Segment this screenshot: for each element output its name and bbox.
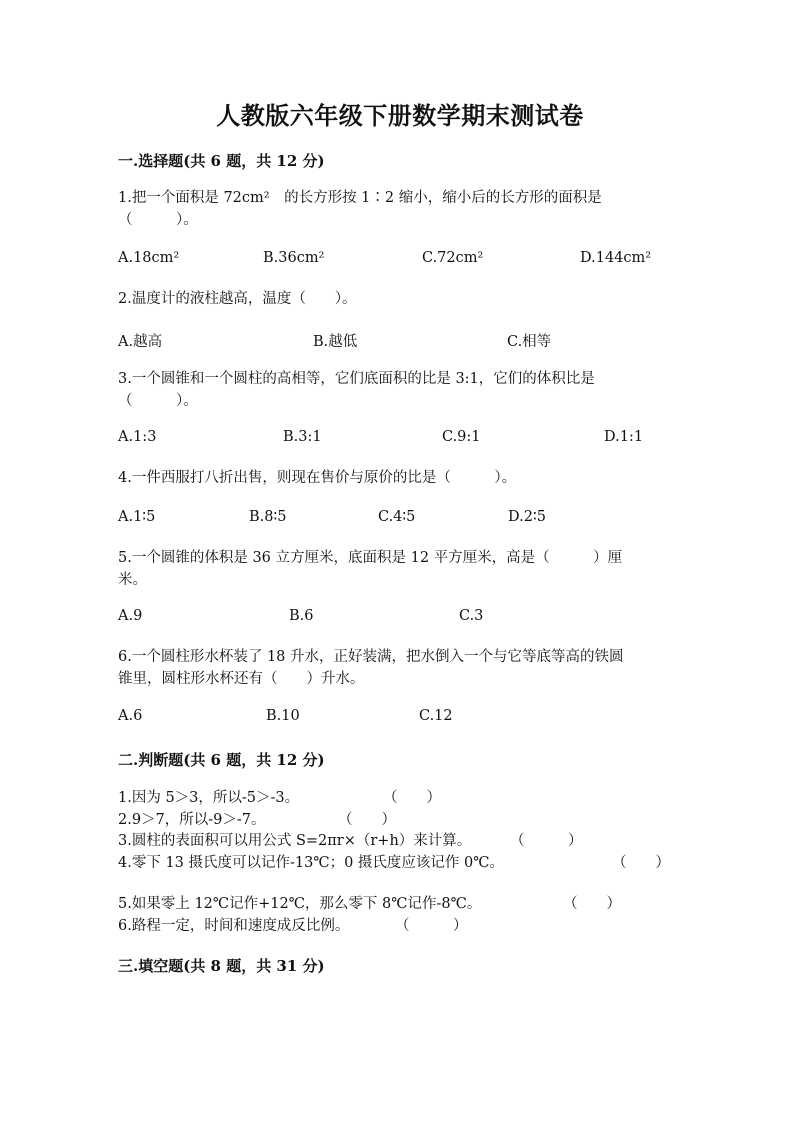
question-4-option-b: B.8∶5 bbox=[249, 509, 287, 525]
question-3-option-b: B.3:1 bbox=[283, 429, 322, 445]
judgement-1-text: 1.因为 5＞3，所以-5＞-3。 bbox=[118, 790, 300, 806]
judgement-4-text: 4.零下 13 摄氏度可以记作-13℃；0 摄氏度应该记作 0℃。 bbox=[118, 855, 504, 871]
question-2 bbox=[118, 288, 678, 310]
judgement-5-text: 5.如果零上 12℃记作+12℃，那么零下 8℃记作-8℃。 bbox=[118, 896, 482, 912]
question-3-option-c: C.9:1 bbox=[442, 429, 481, 445]
question-3-option-d: D.1:1 bbox=[604, 429, 644, 445]
judgement-3-answer-blank: （ ） bbox=[510, 833, 583, 849]
question-5-option-c: C.3 bbox=[459, 608, 484, 624]
question-5-line-2: 米。 bbox=[118, 572, 147, 588]
question-1-option-a: A.18cm² bbox=[118, 250, 180, 266]
question-4-option-d: D.2∶5 bbox=[508, 509, 546, 525]
judgement-4-answer-blank: （ ） bbox=[612, 855, 670, 871]
question-3-line-1: 3.一个圆锥和一个圆柱的高相等，它们底面积的比是 3:1，它们的体积比是 bbox=[118, 371, 595, 387]
question-4-option-a: A.1∶5 bbox=[118, 509, 156, 525]
judgement-3-text: 3.圆柱的表面积可以用公式 S=2πr×（r+h）来计算。 bbox=[118, 833, 472, 849]
judgement-2-text: 2.9＞7，所以-9＞-7。 bbox=[118, 812, 266, 828]
question-1-line-1: 1.把一个面积是 72cm² 的长方形按 1∶2 缩小，缩小后的长方形的面积是 bbox=[118, 190, 602, 206]
question-4 bbox=[118, 467, 678, 489]
question-3-line-2: （ ）。 bbox=[118, 393, 198, 409]
question-4-line-1: 4.一件西服打八折出售，则现在售价与原价的比是（ ）。 bbox=[118, 470, 517, 486]
section-heading-judgement: 二.判断题(共 6 题，共 12 分) bbox=[118, 751, 325, 769]
question-6-line-1: 6.一个圆柱形水杯装了 18 升水，正好装满，把水倒入一个与它等底等高的铁圆 bbox=[118, 649, 624, 665]
question-4-option-c: C.4∶5 bbox=[378, 509, 416, 525]
question-2-option-c: C.相等 bbox=[507, 334, 552, 350]
question-1-option-c: C.72cm² bbox=[422, 250, 484, 266]
question-6-option-c: C.12 bbox=[419, 708, 453, 724]
question-1-line-2: （ ）。 bbox=[118, 212, 198, 228]
section-heading-choice: 一.选择题(共 6 题，共 12 分) bbox=[118, 152, 325, 170]
question-1 bbox=[118, 187, 678, 231]
judgement-6-text: 6.路程一定，时间和速度成反比例。 bbox=[118, 918, 350, 934]
question-5-option-b: B.6 bbox=[289, 608, 314, 624]
question-3-option-a: A.1:3 bbox=[118, 429, 157, 445]
judgement-5-answer-blank: （ ） bbox=[563, 896, 621, 912]
question-6 bbox=[118, 646, 678, 690]
question-2-option-a: A.越高 bbox=[118, 334, 163, 350]
judgement-6-answer-blank: （ ） bbox=[395, 918, 468, 934]
question-3 bbox=[118, 368, 678, 412]
question-1-option-d: D.144cm² bbox=[580, 250, 652, 266]
section-heading-fill-blank: 三.填空题(共 8 题，共 31 分) bbox=[118, 957, 325, 975]
question-6-option-b: B.10 bbox=[266, 708, 300, 724]
question-6-line-2: 锥里，圆柱形水杯还有（ ）升水。 bbox=[118, 671, 365, 687]
question-6-option-a: A.6 bbox=[118, 708, 143, 724]
question-5 bbox=[118, 547, 678, 591]
judgement-2-answer-blank: （ ） bbox=[338, 812, 396, 828]
judgement-1-answer-blank: （ ） bbox=[383, 790, 441, 806]
page-title: 人教版六年级下册数学期末测试卷 bbox=[216, 101, 584, 130]
question-5-line-1: 5.一个圆锥的体积是 36 立方厘米，底面积是 12 平方厘米，高是（ ）厘 bbox=[118, 550, 623, 566]
question-2-option-b: B.越低 bbox=[313, 334, 358, 350]
question-5-option-a: A.9 bbox=[118, 608, 143, 624]
question-1-option-b: B.36cm² bbox=[263, 250, 325, 266]
question-2-line-1: 2.温度计的液柱越高，温度（ ）。 bbox=[118, 291, 357, 307]
